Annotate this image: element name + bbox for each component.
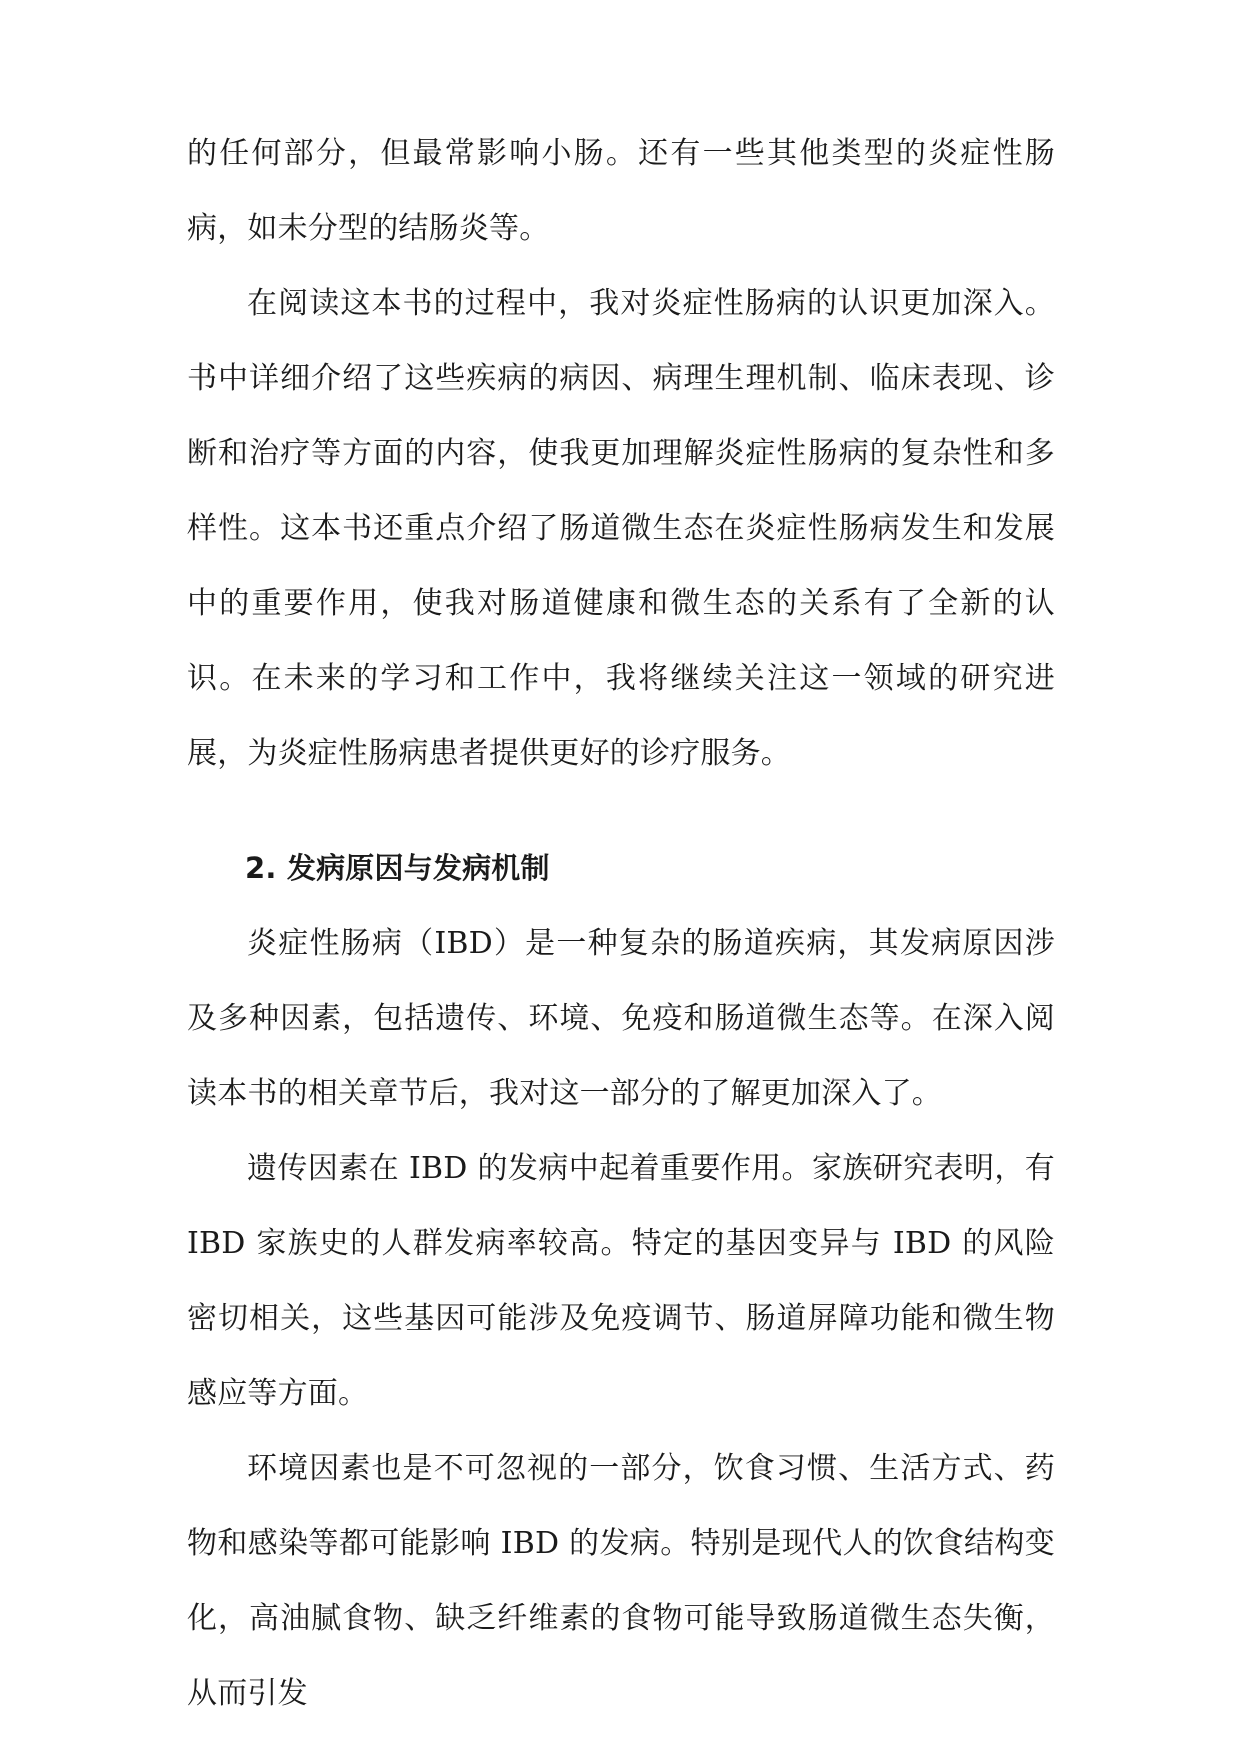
section-heading: 2. 发病原因与发病机制 [245,851,550,885]
document-body [187,116,1055,1731]
paragraph-continued: 的任何部分，但最常影响小肠。还有一些其他类型的炎症性肠病，如未分型的结肠炎等。 [187,136,1055,246]
paragraph-reading-reflection: 在阅读这本书的过程中，我对炎症性肠病的认识更加深入。书中详细介绍了这些疾病的病因、病理生理机制、临床表现、诊断和治疗等方面的内容，使我更加理解炎症性肠病的复杂性和多样性。这本书还重点介绍了肠道微生态在炎症性肠病发生和发展中的重要作用，使我对肠道健康和微生态的关系有了全新的认识。在未来的学习和工作中，我将继续关注这一领域的研究进展，为炎症性肠病患者提供更好的诊疗服务。 [187,286,1055,771]
section-gap [187,791,1055,831]
paragraph-ibd-causes: 炎症性肠病（IBD）是一种复杂的肠道疾病，其发病原因涉及多种因素，包括遗传、环境、免疫和肠道微生态等。在深入阅读本书的相关章节后，我对这一部分的了解更加深入了。 [187,926,1055,1111]
paragraph-environmental-factors: 环境因素也是不可忽视的一部分，饮食习惯、生活方式、药物和感染等都可能影响 IBD 的发病。特别是现代人的饮食结构变化，高油腻食物、缺乏纤维素的食物可能导致肠道微生态失衡，从而引发 [187,1451,1055,1711]
paragraph-genetic-factors: 遗传因素在 IBD 的发病中起着重要作用。家族研究表明，有 IBD 家族史的人群发病率较高。特定的基因变异与 IBD 的风险密切相关，这些基因可能涉及免疫调节、肠道屏障功能和微生物感应等方面。 [187,1151,1055,1411]
